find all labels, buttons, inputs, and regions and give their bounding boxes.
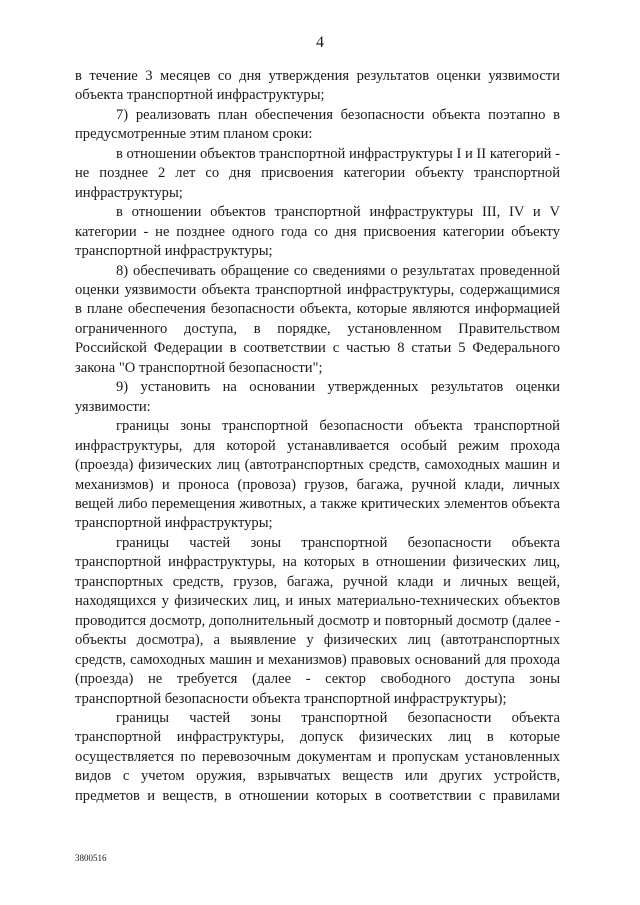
document-code: 3800516 (75, 853, 107, 863)
paragraph-free-access-sector: границы частей зоны транспортной безопасности объекта транспортной инфраструктуры, на которых в отношении физических лиц, транспортных средств, грузов, багажа, ручной клади и личных вещей, находящихся у физических лиц, и иных материально-технических объектов проводится досмотр, дополнительный досмотр и повторный досмотр (далее - объекты досмотра), а выявление у физических лиц (автотранспортных средств, самоходных машин и механизмов) правовых оснований для прохода (проезда) не требуется (далее - сектор свободного доступа зоны транспортной безопасности объекта транспортной инфраструктуры); (75, 534, 560, 707)
paragraph-security-zone-borders: границы зоны транспортной безопасности объекта транспортной инфраструктуры, для которой устанавливается особый режим прохода (проезда) физических лиц (автотранспортных средств, самоходных машин и механизмов) и проноса (провоза) грузов, багажа, ручной клади, личных вещей либо перемещения животных, а также критических элементов объекта транспортной инфраструктуры; (75, 418, 560, 532)
paragraph-vulnerability-term: в течение 3 месяцев со дня утверждения результатов оценки уязвимости объекта транспортной инфраструктуры; (75, 68, 560, 104)
paragraph-item-8: 8) обеспечивать обращение со сведениями о результатах проведенной оценки уязвимости объекта транспортной инфраструктуры, содержащимися в плане обеспечения безопасности объекта, которые являются информацией ограниченного доступа, в порядке, установленном Правительством Российской Федерации в соответствии с частью 8 статьи 5 Федерального закона "О транспортной безопасности"; (75, 262, 560, 376)
paragraph-category-3-4-5: в отношении объектов транспортной инфраструктуры III, IV и V категории - не позднее одного года со дня присвоения категории объекту транспортной инфраструктуры; (75, 204, 560, 260)
paragraph-item-7: 7) реализовать план обеспечения безопасности объекта поэтапно в предусмотренные этим планом сроки: (75, 106, 560, 143)
paragraph-item-9: 9) установить на основании утвержденных результатов оценки уязвимости: (75, 379, 560, 415)
document-body (75, 67, 560, 806)
page-number: 4 (316, 34, 324, 51)
paragraph-restricted-access-parts: границы частей зоны транспортной безопасности объекта транспортной инфраструктуры, допуск физических лиц в которые осуществляется по перевозочным документам и пропускам установленных видов с учетом оружия, взрывчатых веществ или других устройств, предметов и веществ, в отношении которых в соответствии с правилами (75, 709, 560, 804)
paragraph-category-1-2: в отношении объектов транспортной инфраструктуры I и II категорий - не позднее 2 лет со дня присвоения категории объекту транспортной инфраструктуры; (75, 145, 560, 201)
